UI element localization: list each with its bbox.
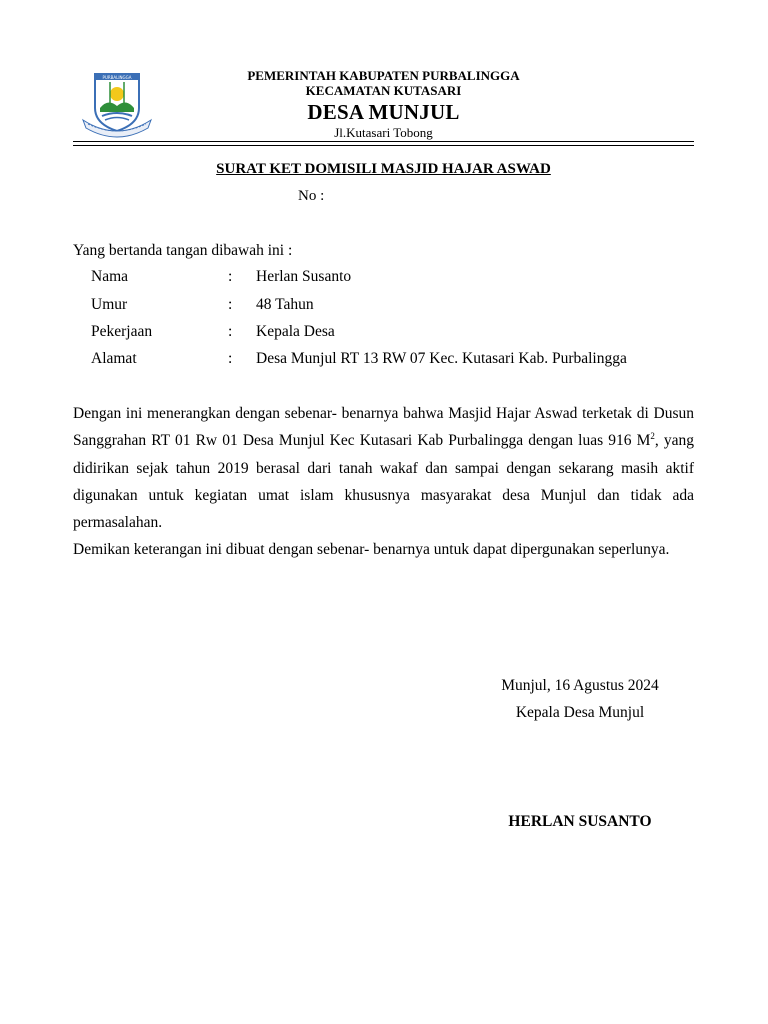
government-title: PEMERINTAH KABUPATEN PURBALINGGA bbox=[247, 68, 520, 83]
body-paragraph-2: Demikan keterangan ini dibuat dengan sebenar- benarnya untuk dapat dipergunakan seperlunya. bbox=[73, 541, 670, 558]
field-colon: : bbox=[228, 296, 233, 313]
signature-name: HERLAN SUSANTO bbox=[508, 813, 652, 830]
letter-title: SURAT KET DOMISILI MASJID HAJAR ASWAD bbox=[216, 161, 551, 177]
field-value: Herlan Susanto bbox=[256, 268, 352, 285]
field-value: Desa Munjul RT 13 RW 07 Kec. Kutasari Kab. Purbalingga bbox=[256, 350, 627, 367]
field-row-occupation bbox=[91, 323, 701, 341]
field-row-name bbox=[91, 268, 701, 286]
field-colon: : bbox=[228, 268, 233, 285]
field-colon: : bbox=[228, 350, 233, 367]
field-row-age bbox=[91, 296, 701, 314]
paragraph-text-end: , yang didirikan sejak tahun 2019 berasal dari tanah wakaf dan sampai dengan sekarang masih aktif digunakan untuk kegiatan umat islam khususnya masyarakat desa Munjul dan tidak ada permasalahan. bbox=[73, 432, 694, 532]
field-label: Umur bbox=[91, 296, 128, 313]
field-label: Nama bbox=[91, 268, 129, 285]
crest-label: PURBALINGGA bbox=[102, 75, 132, 80]
field-colon: : bbox=[228, 323, 233, 340]
field-label: Pekerjaan bbox=[91, 323, 153, 340]
village-address: Jl.Kutasari Tobong bbox=[334, 125, 433, 140]
field-value: Kepala Desa bbox=[256, 323, 335, 340]
village-title: DESA MUNJUL bbox=[307, 100, 460, 124]
district-title: KECAMATAN KUTASARI bbox=[305, 83, 462, 98]
field-label: Alamat bbox=[91, 350, 137, 367]
signature-place-date: Munjul, 16 Agustus 2024 bbox=[501, 677, 659, 694]
letterhead-rule-thick bbox=[73, 141, 694, 142]
superscript-exponent: 2 bbox=[650, 431, 655, 442]
intro-text: Yang bertanda tangan dibawah ini : bbox=[73, 242, 293, 259]
field-value: 48 Tahun bbox=[256, 296, 314, 313]
paragraph-text-start: Dengan ini menerangkan dengan sebenar- benarnya bahwa Masjid Hajar Aswad terketak di Dusun Sanggrahan RT 01 Rw 01 Desa Munjul Kec Kutasari Kab Purbalingga dengan luas 916 M bbox=[73, 405, 694, 450]
signature-role: Kepala Desa Munjul bbox=[515, 704, 645, 721]
field-row-address bbox=[91, 350, 701, 368]
letterhead-rule-thin bbox=[73, 145, 694, 146]
letter-number: No : bbox=[298, 188, 325, 204]
body-paragraph-1 bbox=[73, 400, 694, 536]
